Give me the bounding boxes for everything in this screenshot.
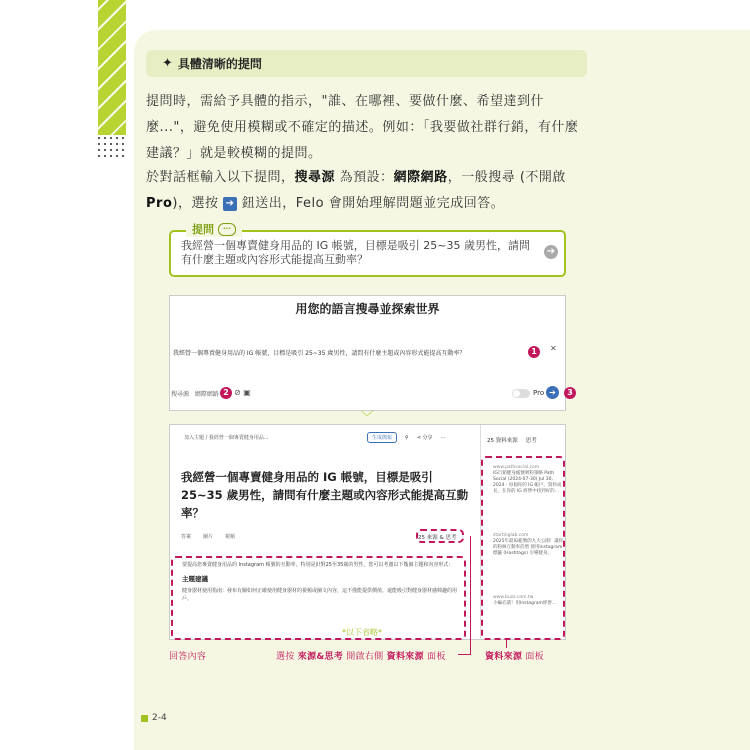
- result-toolbar: [367, 432, 445, 443]
- tab-videos[interactable]: 視頻: [225, 534, 236, 540]
- caption-answer: 回答內容: [169, 652, 207, 662]
- omitted-note: *以下省略*: [342, 628, 382, 637]
- search-title: 用您的語言搜尋並探索世界: [295, 302, 440, 316]
- source-think-button[interactable]: 25 來源 & 思考: [418, 535, 457, 541]
- answer-highlight: [171, 556, 466, 640]
- chevron-down-icon: ﹀: [361, 410, 374, 424]
- tab-sources[interactable]: 25 資料來源: [487, 438, 518, 444]
- result-question: 我經營一個專賣健身用品的 IG 帳號，目標是吸引 25~35 歲男性，請問有什麼主題或內容形式能提高互動率？: [181, 470, 469, 520]
- leader-line: [470, 536, 471, 654]
- result-tabs: [181, 533, 235, 540]
- sources-panel-highlight: [481, 456, 565, 640]
- decorative-dots: [96, 135, 126, 157]
- source-item[interactable]: www.buzz.com.tw 小編必讀！用Instagram經營...: [493, 595, 557, 606]
- decorative-stripe: [98, 0, 126, 135]
- prompt-label: 提問 ···: [186, 221, 242, 237]
- sparkle-icon: ✦: [162, 56, 173, 71]
- sources-tabs: [487, 436, 537, 444]
- search-source[interactable]: 搜尋源 網際網路: [171, 391, 219, 398]
- chat-bubble-icon: ···: [218, 223, 236, 236]
- callout-badge-3: 3: [564, 387, 576, 399]
- breadcrumb[interactable]: 加入主題 / 我經營一個專賣健身用品...: [184, 435, 269, 441]
- share-button[interactable]: ⋖ 分享: [416, 435, 433, 441]
- slides-button[interactable]: 生成簡報: [367, 432, 397, 443]
- caption-source-think: 選按 來源&思考 開啟右側 資料來源 面板: [276, 652, 446, 662]
- link-icon[interactable]: ⚲: [405, 434, 409, 441]
- callout-badge-1: 1: [528, 346, 540, 358]
- callout-badge-2: 2: [220, 387, 232, 399]
- prompt-box: [169, 230, 566, 277]
- close-icon[interactable]: ✕: [550, 344, 557, 353]
- pro-label: Pro: [533, 389, 545, 397]
- paragraph-1: 提問時，需給予具體的指示，"誰、在哪裡、要做什麼、希望達到什麼..."，避免使用模糊或不確定的描述。例如：「我要做社群行銷，有什麼建議？」就是較模糊的提問。: [146, 94, 579, 161]
- source-item[interactable]: www.pathsocial.com IG行銷健身帳號吸粉策略 Path Social (2024-07-30) Jul 30, 2024 · 每個你的 IG 帳戶、資料成長，在你的 IG 經營中找到好的...: [493, 465, 562, 494]
- caption-sources-panel: 資料來源 面板: [485, 652, 544, 662]
- tab-answer[interactable]: 答案: [181, 534, 192, 540]
- page-marker-icon: [141, 715, 148, 722]
- arrow-right-icon: ➔: [544, 245, 558, 259]
- answer-content: 要提高您專賣健身用品的 Instagram 帳號的互動率，特別是針對25至35歲的男性，您可以考慮以下幾個主題和內容形式： 主題建議 健身器材使用指南：發布有關如何正確使用健身器材的視頻或圖文內容，這不僅能提供價值，還能吸引對健身器材感興趣的用戶。: [182, 562, 458, 602]
- more-icon[interactable]: ···: [440, 434, 446, 441]
- source-item[interactable]: startinglab.com 2025年最IG帳號的九大公開！讓你的粉絲互動率倍增 使用Instagram標籤 (Hashtags) 引導健身。: [493, 533, 564, 556]
- tab-thinking[interactable]: 思考: [525, 438, 537, 444]
- leader-line: [458, 654, 471, 655]
- attach-icon[interactable]: ⊘ ▣: [234, 388, 251, 397]
- leader-line: [506, 640, 507, 648]
- section-heading: [146, 50, 587, 77]
- tab-images[interactable]: 圖片: [203, 534, 214, 540]
- send-button[interactable]: ➔: [546, 386, 559, 399]
- section-title: 具體清晰的提問: [177, 57, 262, 71]
- pro-toggle[interactable]: [512, 389, 530, 398]
- page-number: 2-4: [141, 713, 167, 723]
- search-query[interactable]: 我經營一個專賣健身用品的 IG 帳號，目標是吸引 25~35 歲男性，請問有什麼主題或內容形式能提高互動率？: [173, 350, 466, 357]
- prompt-text: 我經營一個專賣健身用品的 IG 帳號，目標是吸引 25~35 歲男性，請問有什麼主題或內容形式能提高互動率？: [181, 239, 530, 266]
- send-arrow-icon: ➔: [223, 197, 237, 211]
- source-think-highlight: [416, 529, 464, 543]
- paragraph-2: 於對話框輸入以下提問，搜尋源 為預設：網際網路，一般搜尋 (不開啟 Pro)，選按 ➔ 鈕送出，Felo 會開始理解問題並完成回答。: [146, 170, 566, 211]
